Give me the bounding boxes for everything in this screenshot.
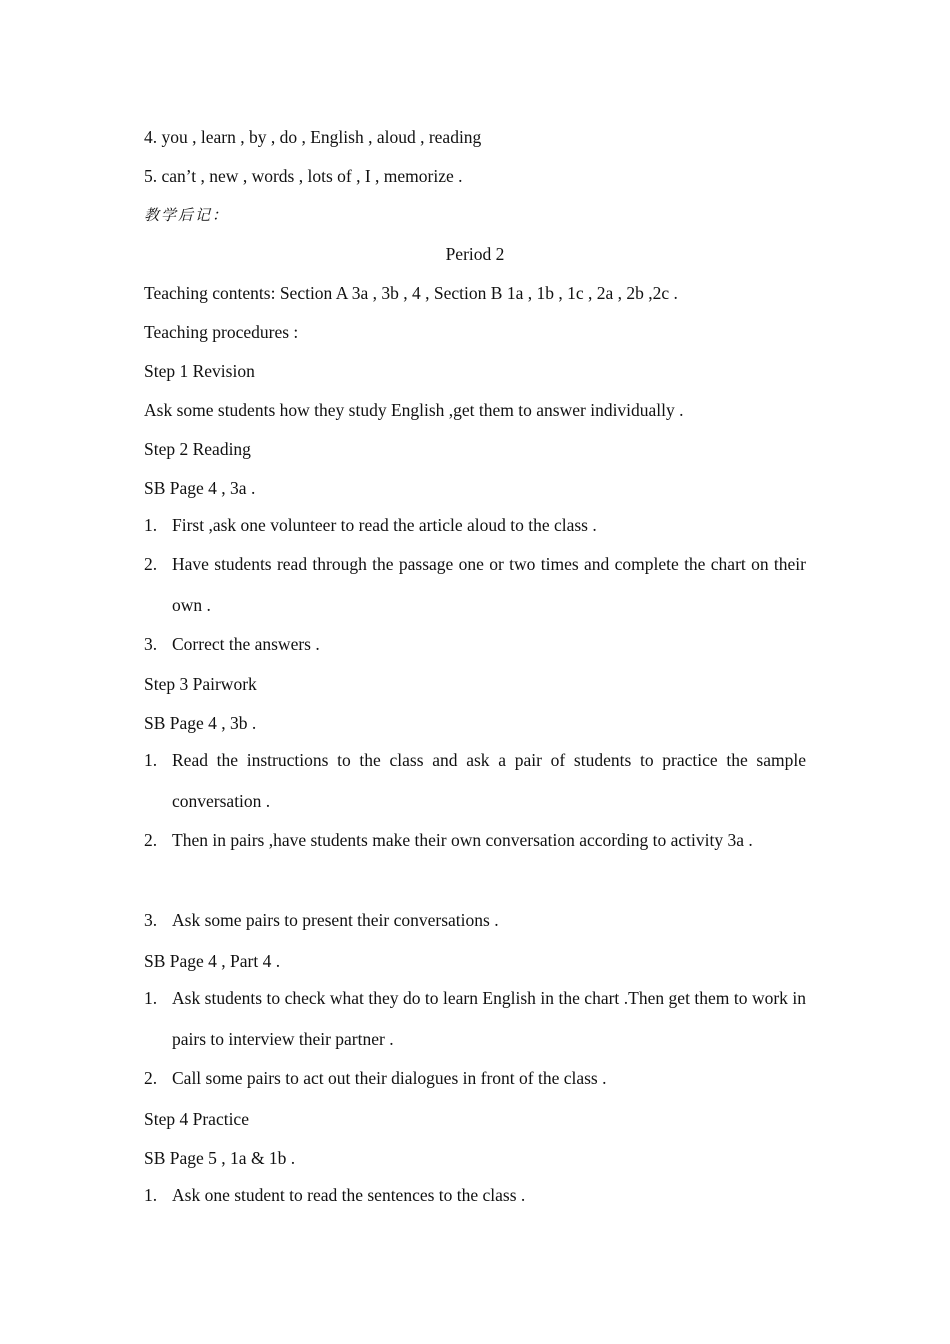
exercise-line-4: 4. you , learn , by , do , English , aloud , reading <box>144 127 482 147</box>
list-number: 2. <box>144 554 158 574</box>
sb-page-reference: SB Page 5 , 1a & 1b . <box>144 1148 296 1168</box>
teaching-procedures: Teaching procedures : <box>144 322 299 342</box>
sb-page-reference: SB Page 4 , Part 4 . <box>144 951 281 971</box>
list-number: 2. <box>144 1068 158 1088</box>
list-item <box>144 820 806 861</box>
step-2-heading: Step 2 Reading <box>144 439 251 459</box>
period-heading: Period 2 <box>445 244 505 264</box>
list-item <box>144 544 806 626</box>
list-item <box>144 978 806 1060</box>
list-text: First ,ask one volunteer to read the article aloud to the class . <box>172 515 597 535</box>
step-1-text: Ask some students how they study English ,get them to answer individually . <box>144 400 684 420</box>
list-item <box>144 1058 806 1099</box>
list-item <box>144 1175 806 1216</box>
list-number: 1. <box>144 515 158 535</box>
list-item <box>144 505 806 546</box>
list-number: 3. <box>144 634 158 654</box>
list-text: Have students read through the passage one or two times and complete the chart on their own . <box>172 554 806 615</box>
list-text: Read the instructions to the class and ask a pair of students to practice the sample conversation . <box>172 750 806 811</box>
step-4-heading: Step 4 Practice <box>144 1109 249 1129</box>
list-text: Ask one student to read the sentences to the class . <box>172 1185 526 1205</box>
step-1-heading: Step 1 Revision <box>144 361 255 381</box>
list-text: Then in pairs ,have students make their own conversation according to activity 3a . <box>172 830 753 850</box>
list-number: 1. <box>144 1185 158 1205</box>
sb-page-reference: SB Page 4 , 3a . <box>144 478 256 498</box>
list-item <box>144 624 806 665</box>
list-text: Ask students to check what they do to learn English in the chart .Then get them to work in pairs to interview their partner . <box>172 988 806 1049</box>
teaching-notes-label: 教学后记： <box>144 206 230 224</box>
list-number: 2. <box>144 830 158 850</box>
exercise-line-5: 5. can’t , new , words , lots of , I , memorize . <box>144 166 463 186</box>
list-number: 3. <box>144 910 158 930</box>
list-text: Correct the answers . <box>172 634 320 654</box>
step-3-heading: Step 3 Pairwork <box>144 674 257 694</box>
list-text: Ask some pairs to present their conversations . <box>172 910 499 930</box>
list-item <box>144 740 806 822</box>
list-number: 1. <box>144 988 158 1008</box>
teaching-contents: Teaching contents: Section A 3a , 3b , 4 , Section B 1a , 1b , 1c , 2a , 2b ,2c . <box>144 283 678 303</box>
list-number: 1. <box>144 750 158 770</box>
list-item <box>144 900 806 941</box>
list-text: Call some pairs to act out their dialogues in front of the class . <box>172 1068 607 1088</box>
sb-page-reference: SB Page 4 , 3b . <box>144 713 257 733</box>
